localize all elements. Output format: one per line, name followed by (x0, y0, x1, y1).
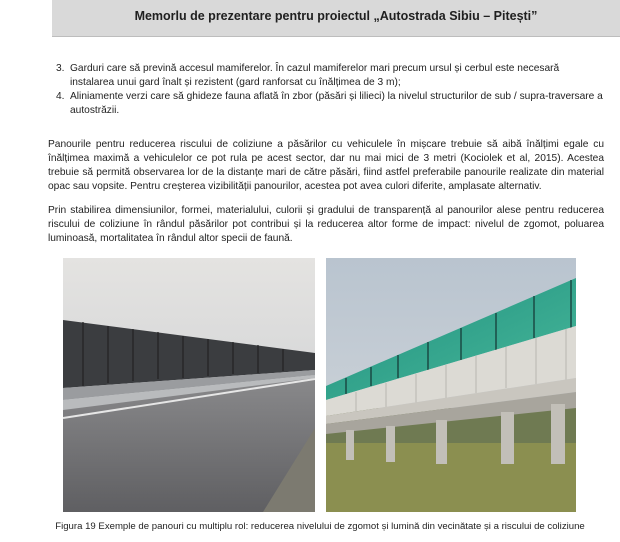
highway-photo-illustration (63, 258, 315, 512)
list-item (48, 90, 604, 118)
figure-caption: Figura 19 Exemple de panouri cu multiplu rol: reducerea nivelului de zgomot și lumină din vecinătate și a riscului de coliziune (55, 521, 585, 532)
list-item-number: 4. (56, 91, 65, 102)
photo-viaduct-glass-panels (326, 258, 576, 512)
list-item-text: Aliniamente verzi care să ghideze fauna aflată în zbor (păsări și lilieci) la nivelul structurilor de sub / supra-traversare a autostrăzii. (70, 91, 603, 116)
list-item (48, 62, 604, 90)
document-header (52, 0, 620, 37)
document-title: Memorlu de prezentare pentru proiectul „Autostrada Sibiu – Pitești” (134, 9, 538, 23)
list-item-text: Garduri care să prevină accesul mamiferelor. În cazul mamiferelor mari precum ursul și cerbul este necesară instalarea unui gard înalt și rezistent (gard ranforsat cu înălțimea de 3 m); (70, 63, 560, 88)
list-item-number: 3. (56, 63, 65, 74)
viaduct-photo-illustration (326, 258, 576, 512)
measures-list (48, 62, 604, 118)
photo-highway-noise-barrier (63, 258, 315, 512)
paragraph-panels-height: Panourile pentru reducerea riscului de coliziune a păsărilor cu vehiculele în mișcare trebuie să aibă înălțimi egale cu înălțimea maximă a vehiculelor ce pot rula pe acest sector, dar nu mai mici de 3 metri (Kociolek et al, 2015). Acestea trebuie să permită observarea lor de la distanțe mari de către păsări, fiind astfel preferabile panourile realizate din material opac sau vopsite. Pentru creșterea vizibilității panourilor, acestea pot avea culori diferite, amplasate alternativ. (48, 139, 604, 192)
paragraph-panels-impact: Prin stabilirea dimensiunilor, formei, materialului, culorii și gradului de transparență al panourilor alese pentru reducerea riscului de coliziune în rândul păsărilor pot contribui și la reducerea altor forme de impact: nivelul de zgomot, poluarea luminoasă, mortalitatea în rândul altor specii de faună. (48, 205, 604, 244)
